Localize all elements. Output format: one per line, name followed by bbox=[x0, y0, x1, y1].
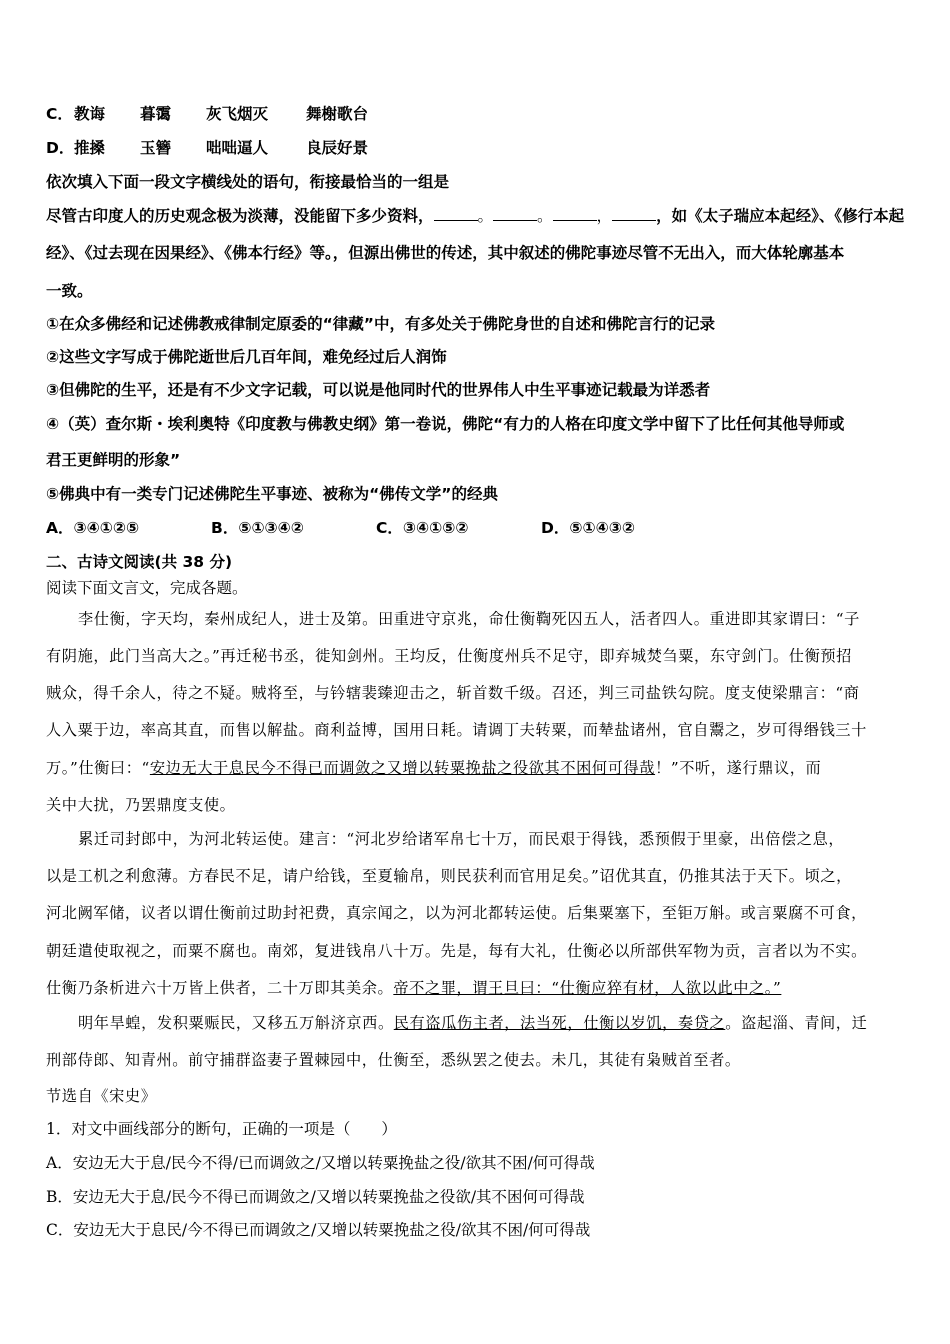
underlined-text: 安边无大于息民今不得已而调敛之又增以转粟挽盐之役欲其不困何可得哉 bbox=[149, 759, 656, 777]
classical-text: 明年旱蝗，发积粟赈民，又移五万斛济京西。 bbox=[78, 1014, 394, 1032]
option-d-row bbox=[46, 136, 368, 158]
question-1-stem: 1．对文中画线部分的断句，正确的一项是（ ） bbox=[46, 1120, 397, 1138]
passage-source: 节选自《宋史》 bbox=[46, 1087, 157, 1105]
classical-text: ！”不听，遂行鼎议，而 bbox=[655, 759, 822, 777]
classical-text-line bbox=[46, 977, 906, 998]
option-label: D． bbox=[46, 139, 75, 157]
option-c-row bbox=[46, 102, 368, 124]
fill-item: ④（英）查尔斯・埃利奥特《印度教与佛教史纲》第一卷说，佛陀“有力的人格在印度文学中留下了比任何其他导师或 bbox=[46, 415, 845, 433]
passage-line: 尽管古印度人的历史观念极为淡薄，没能留下多少资料， 。 。 ， ，如《太子瑞应本起经》、《修行本起 bbox=[46, 207, 905, 225]
classical-text-line: 李仕衡，字天均，秦州成纪人，进士及第。田重进守京兆，命仕衡鞫死囚五人，活者四人。重进即其家谓曰：“子 bbox=[78, 610, 860, 628]
option-word: 暮霭 bbox=[140, 105, 172, 123]
option-word: 良辰好景 bbox=[306, 139, 369, 157]
choice-d[interactable]: D．⑤①④③② bbox=[541, 519, 635, 537]
passage-text: ，如《太子瑞应本起经》、《修行本起 bbox=[656, 207, 905, 225]
option-word: 舞榭歌台 bbox=[306, 105, 369, 123]
question-stem: 依次填入下面一段文字横线处的语句，衔接最恰当的一组是 bbox=[46, 173, 450, 191]
section-title: 二、古诗文阅读(共 38 分) bbox=[46, 553, 233, 571]
underlined-text: 民有盗瓜伤主者，法当死，仕衡以岁饥，奏贷之 bbox=[393, 1014, 726, 1032]
option-word: 推搡 bbox=[74, 139, 106, 157]
classical-text-line: 河北阙军储，议者以谓仕衡前过助封祀费，真宗闻之，以为河北都转运使。后集粟塞下，至钜万斛。或言粟腐不可食， bbox=[46, 904, 867, 922]
question-1-option-b[interactable]: B．安边无大于息/民今不得已而调敛之/又增以转粟挽盐之役欲/其不困何可得哉 bbox=[46, 1188, 585, 1206]
choice-c[interactable]: C．③④①⑤② bbox=[376, 519, 469, 537]
answer-blank[interactable] bbox=[434, 206, 478, 221]
classical-text-line: 有阴施，此门当高大之。”再迁秘书丞，徙知剑州。王均反，仕衡度州兵不足守，即弃城焚刍粟，东守剑门。仕衡预招 bbox=[46, 647, 852, 665]
choice-a[interactable]: A．③④①②⑤ bbox=[46, 519, 140, 537]
classical-text-line bbox=[46, 757, 906, 778]
section-instruction: 阅读下面文言文，完成各题。 bbox=[46, 579, 248, 597]
fill-item: ①在众多佛经和记述佛教戒律制定原委的“律藏”中，有多处关于佛陀身世的自述和佛陀言行的记录 bbox=[46, 315, 716, 333]
option-word: 咄咄逼人 bbox=[206, 139, 269, 157]
answer-blank[interactable] bbox=[612, 206, 656, 221]
classical-text-line: 朝廷遣使取视之，而粟不腐也。南郊，复进钱帛八十万。先是，每有大礼，仕衡必以所部供军物为贡，言者以为不实。 bbox=[46, 942, 867, 960]
classical-text-line bbox=[46, 1012, 906, 1033]
option-word: 玉簪 bbox=[140, 139, 172, 157]
classical-text-line: 贼众，得千余人，待之不疑。贼将至，与钤辖裴臻迎击之，斩首数千级。召还，判三司盐铁勾院。度支使梁鼎言：“商 bbox=[46, 684, 860, 702]
option-label: C． bbox=[46, 105, 73, 123]
fill-item: ⑤佛典中有一类专门记述佛陀生平事迹、被称为“佛传文学”的经典 bbox=[46, 485, 498, 503]
fill-item: ③但佛陀的生平，还是有不少文字记载，可以说是他同时代的世界伟人中生平事迹记载最为详悉者 bbox=[46, 381, 711, 399]
classical-text-line: 刑部侍郎、知青州。前守捕群盗妻子置棘园中，仕衡至，悉纵罢之使去。未几，其徒有枭贼首至者。 bbox=[46, 1051, 741, 1069]
classical-text-line: 关中大扰，乃罢鼎度支使。 bbox=[46, 796, 236, 814]
answer-blank[interactable] bbox=[493, 206, 537, 221]
choice-row bbox=[46, 516, 635, 538]
answer-blank[interactable] bbox=[553, 206, 597, 221]
underlined-text: 帝不之罪，谓王旦曰：“仕衡应猝有材，人欲以此中之。” bbox=[393, 979, 782, 997]
classical-text-line: 以是工机之利愈薄。方春民不足，请户给钱，至夏输帛，则民获利而官用足矣。”诏优其直，仍推其法于天下。顷之， bbox=[46, 867, 852, 885]
classical-text-line: 累迁司封郎中，为河北转运使。建言：“河北岁给诸军帛七十万，而民艰于得钱，悉预假于里豪，出倍偿之息， bbox=[78, 830, 845, 848]
option-word: 教诲 bbox=[74, 105, 106, 123]
passage-line: 经》、《过去现在因果经》、《佛本行经》等。，但源出佛世的传述，其中叙述的佛陀事迹尽管不无出入，而大体轮廓基本 bbox=[46, 244, 845, 262]
classical-text: 。盗起淄、青间，迁 bbox=[725, 1014, 868, 1032]
passage-text: 尽管古印度人的历史观念极为淡薄，没能留下多少资料， bbox=[46, 207, 434, 225]
fill-item: 君王更鲜明的形象” bbox=[46, 451, 181, 469]
classical-text-line: 人入粟于边，率高其直，而售以解盐。商利益博，国用日耗。请调丁夫转粟，而辇盐诸州，官自鬻之，岁可得缗钱三十 bbox=[46, 721, 867, 739]
question-1-option-a[interactable]: A．安边无大于息/民今不得/已而调敛之/又增以转粟挽盐之役/欲其不困/何可得哉 bbox=[46, 1154, 595, 1172]
passage-line: 一致。 bbox=[46, 282, 93, 300]
classical-text: 仕衡乃条析进六十万皆上供者，二十万即其美余。 bbox=[46, 979, 394, 997]
option-word: 灰飞烟灭 bbox=[206, 105, 269, 123]
classical-text: 万。”仕衡曰：“ bbox=[46, 759, 150, 777]
choice-b[interactable]: B．⑤①③④② bbox=[211, 519, 304, 537]
fill-item: ②这些文字写成于佛陀逝世后几百年间，难免经过后人润饰 bbox=[46, 348, 447, 366]
question-1-option-c[interactable]: C．安边无大于息民/今不得已而调敛之/又增以转粟挽盐之役/欲其不困/何可得哉 bbox=[46, 1221, 591, 1239]
